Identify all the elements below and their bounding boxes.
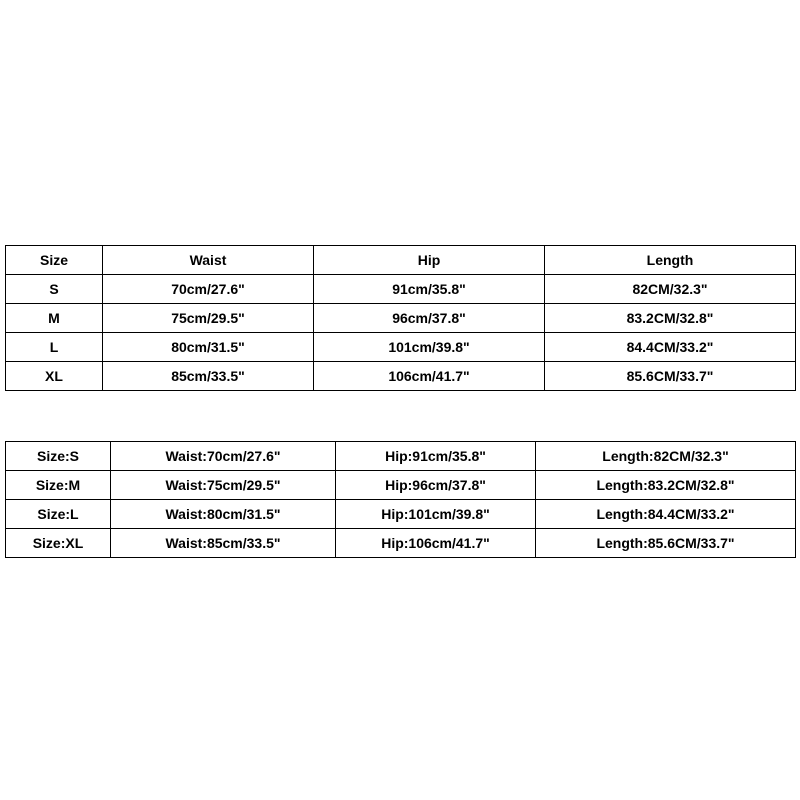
hip-cell: Hip:106cm/41.7" [336,529,536,558]
table-row [6,304,796,333]
length-cell: 83.2CM/32.8" [545,304,796,333]
table-row [6,362,796,391]
length-cell: Length:82CM/32.3" [536,442,796,471]
length-cell: 82CM/32.3" [545,275,796,304]
table-row [6,442,796,471]
size-cell: S [6,275,103,304]
table-row [6,471,796,500]
length-cell: Length:84.4CM/33.2" [536,500,796,529]
hip-cell: 91cm/35.8" [314,275,545,304]
hip-cell: 101cm/39.8" [314,333,545,362]
table-row [6,500,796,529]
length-cell: 84.4CM/33.2" [545,333,796,362]
waist-cell: Waist:70cm/27.6" [111,442,336,471]
header-size: Size [6,246,103,275]
hip-cell: Hip:91cm/35.8" [336,442,536,471]
length-cell: 85.6CM/33.7" [545,362,796,391]
size-cell: M [6,304,103,333]
size-chart-table [5,245,796,391]
size-cell: Size:M [6,471,111,500]
table-row [6,333,796,362]
size-cell: L [6,333,103,362]
size-cell: Size:XL [6,529,111,558]
length-cell: Length:83.2CM/32.8" [536,471,796,500]
table-row [6,275,796,304]
waist-cell: 70cm/27.6" [103,275,314,304]
waist-cell: 80cm/31.5" [103,333,314,362]
size-cell: Size:L [6,500,111,529]
waist-cell: Waist:85cm/33.5" [111,529,336,558]
waist-cell: 85cm/33.5" [103,362,314,391]
size-cell: Size:S [6,442,111,471]
header-waist: Waist [103,246,314,275]
size-detail-table [5,441,796,558]
hip-cell: Hip:101cm/39.8" [336,500,536,529]
size-cell: XL [6,362,103,391]
header-length: Length [545,246,796,275]
waist-cell: Waist:80cm/31.5" [111,500,336,529]
hip-cell: Hip:96cm/37.8" [336,471,536,500]
hip-cell: 96cm/37.8" [314,304,545,333]
waist-cell: 75cm/29.5" [103,304,314,333]
hip-cell: 106cm/41.7" [314,362,545,391]
table-row [6,529,796,558]
length-cell: Length:85.6CM/33.7" [536,529,796,558]
waist-cell: Waist:75cm/29.5" [111,471,336,500]
header-hip: Hip [314,246,545,275]
table-header-row [6,246,796,275]
